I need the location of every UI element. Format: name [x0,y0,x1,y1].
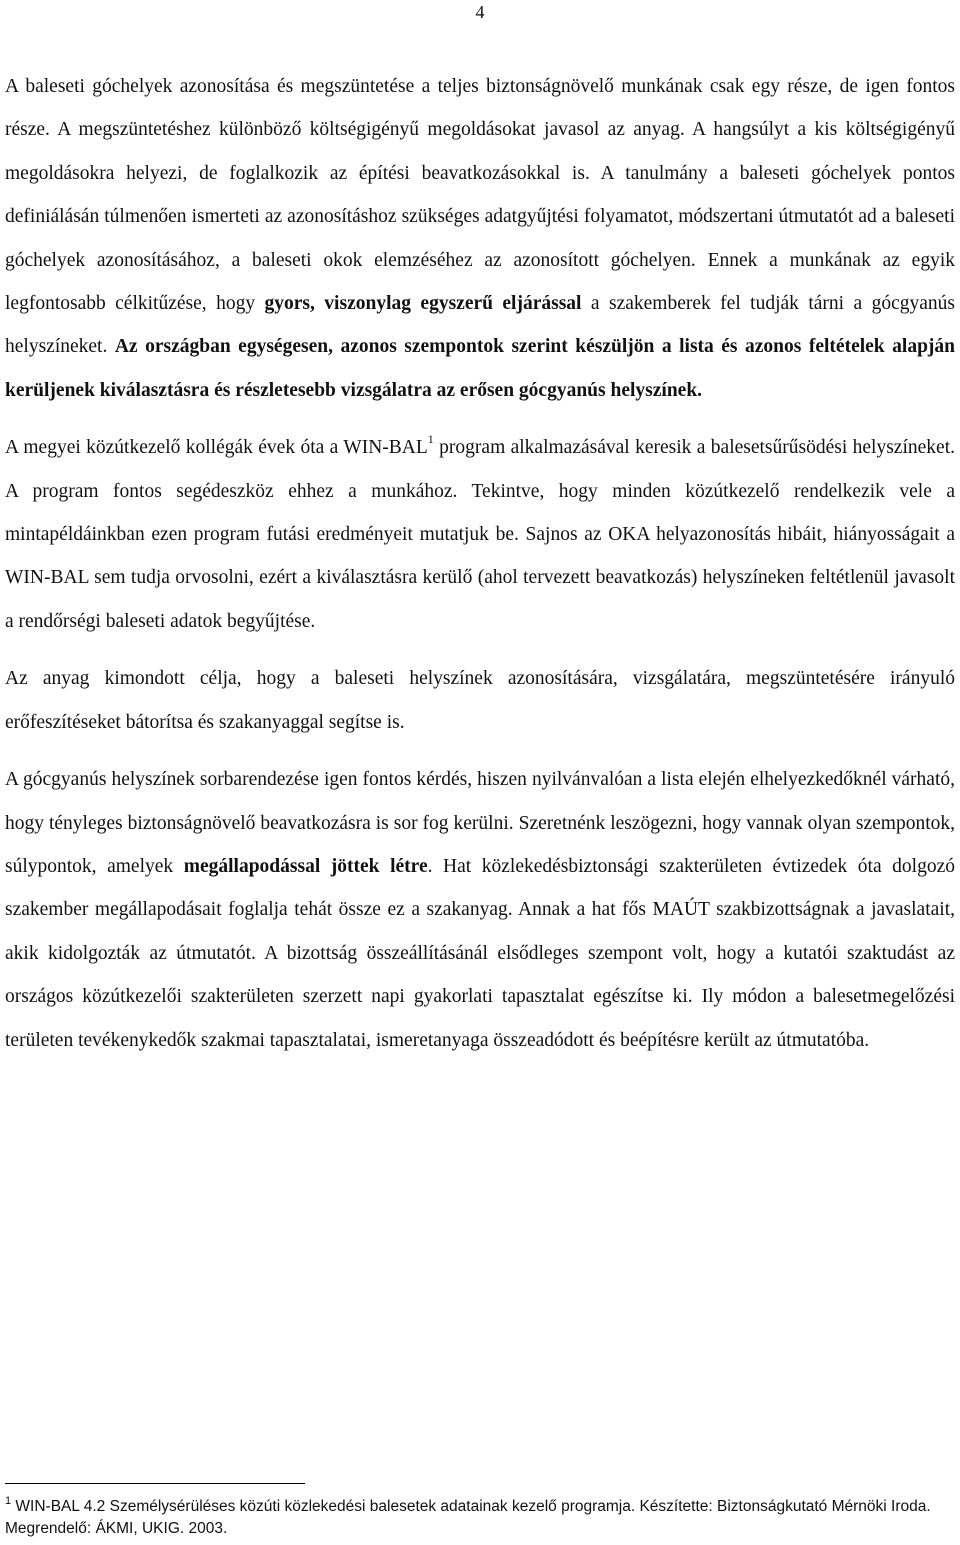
emphasis-text: Az országban egységesen, azonos szempontok szerint készüljön a lista és azonos feltételek alapján kerüljenek kiválasztásra és részletesebb vizsgálatra az erősen gócgyanús helyszínek. [5,336,955,401]
footnote [5,1496,945,1540]
footnote-marker: 1 [5,1495,12,1507]
paragraph-text: Az anyag kimondott célja, hogy a baleseti helyszínek azonosítására, vizsgálatára, megszüntetésére irányuló erőfeszítéseket bátorítsa és szakanyaggal segítse is. [5,668,955,733]
page-number: 4 [475,2,485,22]
paragraph-text: A megyei közútkezelő kollégák évek óta a WIN-BAL [5,437,428,459]
paragraph-text: a szakemberek fel tudják tárni a gócgyanús helyszíneket. [5,293,955,358]
paragraph-text: . Hat közlekedésbiztonsági szakterületen évtizedek óta dolgozó szakember megállapodásait foglalja tehát össze ez a szakanyag. Annak a hat fős MAÚT szakbizottságnak a javaslatait, akik kidolgozták az útmutatót. A bizottság összeállításánál elsődleges szempont volt, hogy a kutatói szaktudást az országos közútkezelői szakterületen szerzett napi gyakorlati tapasztalat egészítse ki. Ily módon a balesetmegelőzési területen tevékenykedők szakmai tapasztalatai, ismeretanyaga összeadódott és beépítésre került az útmutatóba. [5,855,955,1051]
paragraph-text: A baleseti góchelyek azonosítása és megszüntetése a teljes biztonságnövelő munkának csak egy része, de igen fontos része. A megszüntetéshez különböző költségigényű megoldásokat javasol az anyag. A hangsúlyt a kis költségigényű megoldásokra helyezi, de foglalkozik az építési beavatkozásokkal is. A tanulmány a baleseti góchelyek pontos definiálásán túlmenően ismerteti az azonosításhoz szükséges adatgyűjtési folyamatot, módszertani útmutatót ad a baleseti góchelyek azonosításához, a baleseti okok elemzéséhez az azonosított góchelyen. Ennek a munkának az egyik legfontosabb célkitűzése, hogy [5,76,955,315]
paragraph-intro [5,65,955,412]
paragraph-goal [5,657,955,744]
emphasis-text: megállapodással jöttek létre [183,855,428,877]
paragraph-winbal [5,426,955,643]
footnote-reference[interactable]: 1 [427,432,434,447]
document-body [5,65,955,1076]
paragraph-text: program alkalmazásával keresik a balesetsűrűsödési helyszíneket. A program fontos segédeszköz ehhez a munkához. Tekintve, hogy minden közútkezelő rendelkezik vele a mintapéldáinkban ezen program futási eredményeit mutatjuk be. Sajnos az OKA helyazonosítás hibáit, hiányosságait a WIN-BAL sem tudja orvosolni, ezért a kiválasztásra kerülő (ahol tervezett beavatkozás) helyszíneken feltétlenül javasolt a rendőrségi baleseti adatok begyűjtése. [5,437,955,632]
paragraph-text: A gócgyanús helyszínek sorbarendezése igen fontos kérdés, hiszen nyilvánvalóan a lista elején elhelyezkedőknél várható, hogy tényleges biztonságnövelő beavatkozásra is sor fog kerülni. Szeretnénk leszögezni, hogy vannak olyan szempontok, súlypontok, amelyek [5,769,955,877]
footnote-separator [5,1483,305,1484]
footnote-text: WIN-BAL 4.2 Személysérüléses közúti közlekedési balesetek adatainak kezelő programja. Készítette: Biztonságkutató Mérnöki Iroda. Megrendelő: ÁKMI, UKIG. 2003. [5,1498,931,1537]
emphasis-text: gyors, viszonylag egyszerű eljárással [264,293,582,315]
paragraph-ranking [5,758,955,1062]
